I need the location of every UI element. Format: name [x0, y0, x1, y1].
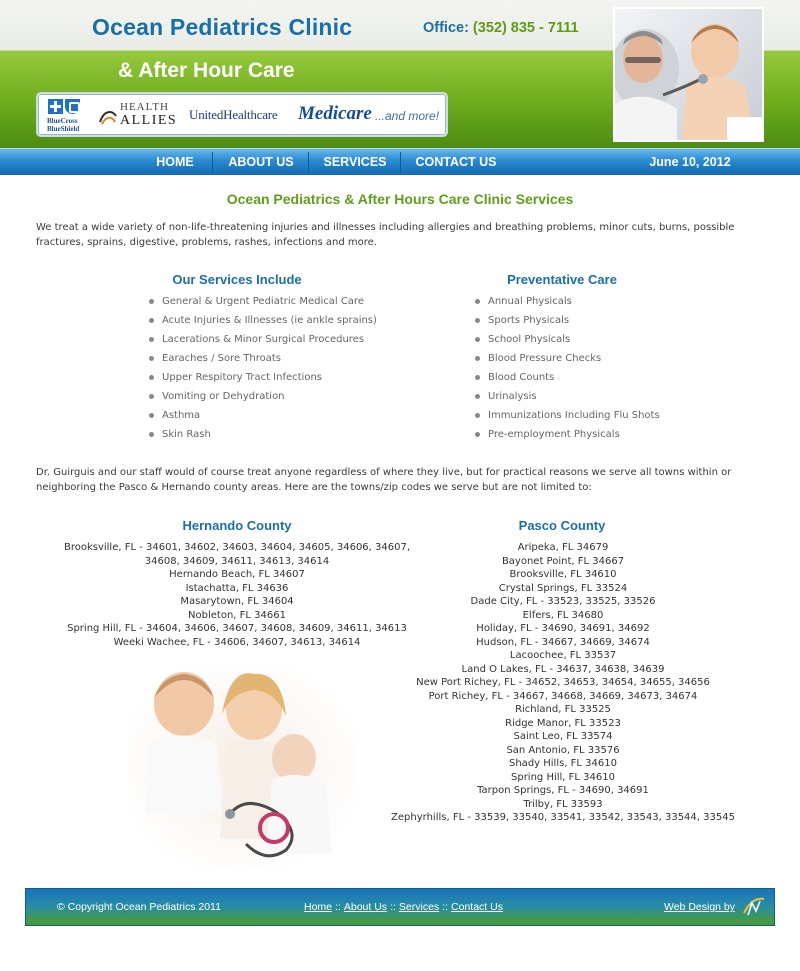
footer-link-services[interactable]: Services	[398, 901, 440, 913]
list-item: School Physicals	[474, 330, 660, 349]
main-nav	[0, 148, 800, 175]
list-item: Dade City, FL - 33523, 33525, 33526	[470, 596, 656, 607]
list-item: Immunizations Including Flu Shots	[474, 406, 660, 425]
list-item: Lacoochee, FL 33537	[509, 650, 617, 661]
site-subtitle: & After Hour Care	[118, 59, 295, 82]
preventative-title: Preventative Care	[507, 272, 617, 287]
towns-paragraph: Dr. Guirguis and our staff would of course treat anyone regardless of where they live, but for practical reasons we serve all towns within or neighboring the Pasco & Hernando county areas. Here are the towns/zip codes we serve but are not limited to:	[36, 467, 732, 493]
services-title: Our Services Include	[172, 272, 302, 287]
list-item: Nobleton, FL 34661	[188, 609, 286, 621]
list-item: Aripeka, FL 34679	[517, 542, 609, 553]
footer-separator: ::	[390, 901, 396, 913]
office-label: Office:	[423, 20, 469, 36]
list-item: Saint Leo, FL 33574	[513, 731, 613, 742]
list-item: Shady Hills, FL 34610	[509, 758, 617, 769]
list-item: Annual Physicals	[474, 292, 660, 311]
site-footer	[25, 888, 775, 926]
list-item: Spring Hill, FL 34610	[511, 771, 615, 783]
footer-link-about-us[interactable]: About Us	[343, 901, 388, 913]
list-item: Vomiting or Dehydration	[148, 387, 377, 406]
list-item: Skin Rash	[148, 425, 377, 444]
copyright: © Copyright Ocean Pediatrics 2011	[57, 901, 221, 913]
footer-link-contact-us[interactable]: Contact Us	[451, 901, 503, 913]
list-item: Masarytown, FL 34604	[180, 596, 294, 607]
services-list	[148, 292, 377, 444]
nav-contact-us[interactable]: CONTACT US	[415, 155, 497, 169]
list-item: Urinalysis	[474, 387, 660, 406]
bcbs-logo	[47, 98, 83, 134]
united-healthcare-logo: UnitedHealthcare	[189, 107, 278, 122]
blue-shield-icon	[65, 99, 80, 114]
bcbs-label: BlueCross BlueShield	[47, 117, 80, 133]
web-designer-logo-icon[interactable]	[742, 895, 766, 917]
current-date: June 10, 2012	[649, 155, 731, 169]
hernando-title: Hernando County	[182, 518, 292, 533]
list-item: Lacerations & Minor Surgical Procedures	[148, 330, 377, 349]
nav-about-us[interactable]: ABOUT US	[228, 155, 294, 169]
list-item: Hernando Beach, FL 34607	[169, 569, 305, 580]
kids-photo	[126, 664, 356, 869]
list-item: Weeki Wachee, FL - 34606, 34607, 34613, 34614	[113, 636, 361, 648]
footer-links	[304, 901, 503, 913]
insurance-logos	[36, 92, 448, 137]
list-item: Blood Pressure Checks	[474, 349, 660, 368]
list-item: Richland, FL 33525	[515, 704, 611, 715]
list-item: Brooksville, FL - 34601, 34602, 34603, 34604, 34605, 34606, 34607,	[63, 542, 411, 553]
page-title: Ocean Pediatrics & After Hours Care Clinic Services	[226, 191, 574, 207]
footer-separator: ::	[442, 901, 449, 913]
nav-services[interactable]: SERVICES	[323, 155, 387, 169]
list-item: Elfers, FL 34680	[522, 609, 604, 621]
nav-separator	[308, 152, 309, 172]
health-allies-swirl-icon	[98, 108, 118, 126]
list-item: Zephyrhills, FL - 33539, 33540, 33541, 33542, 33543, 33544, 33545	[391, 812, 735, 823]
office-number: (352) 835 - 7111	[472, 20, 579, 36]
list-item: Tarpon Springs, FL - 34690, 34691	[477, 785, 649, 796]
list-item: General & Urgent Pediatric Medical Care	[148, 292, 377, 311]
health-allies-top: HEALTH	[120, 101, 169, 113]
list-item: Hudson, FL - 34667, 34669, 34674	[476, 636, 650, 648]
blue-cross-icon	[48, 99, 63, 114]
web-design-link[interactable]: Web Design by	[664, 901, 736, 913]
list-item: Port Richey, FL - 34667, 34668, 34669, 34673, 34674	[428, 690, 698, 702]
pasco-title: Pasco County	[518, 518, 606, 533]
site-title: Ocean Pediatrics Clinic	[92, 14, 353, 40]
list-item: 34608, 34609, 34611, 34613, 34614	[144, 555, 330, 567]
list-item: Upper Respitory Tract Infections	[148, 368, 377, 387]
footer-link-home[interactable]: Home	[304, 901, 333, 913]
nav-home[interactable]: HOME	[156, 155, 194, 169]
doctor-child-illustration	[615, 9, 764, 142]
health-allies-logo	[96, 100, 180, 132]
pasco-towns	[383, 541, 743, 825]
list-item: San Antonio, FL 33576	[506, 744, 620, 756]
list-item: New Port Richey, FL - 34652, 34653, 34654, 34655, 34656	[416, 677, 710, 688]
site-header	[0, 0, 800, 148]
list-item: Brooksville, FL 34610	[509, 569, 617, 580]
health-allies-bottom: ALLIES	[120, 113, 178, 128]
list-item: Earaches / Sore Throats	[148, 349, 377, 368]
list-item: Sports Physicals	[474, 311, 660, 330]
list-item: Spring Hill, FL - 34604, 34606, 34607, 34608, 34609, 34611, 34613	[67, 623, 407, 634]
nav-separator	[400, 152, 401, 172]
list-item: Blood Counts	[474, 368, 660, 387]
children-illustration	[126, 664, 356, 869]
footer-separator: ::	[335, 901, 341, 913]
list-item: Acute Injuries & Illnesses (ie ankle sprains)	[148, 311, 377, 330]
list-item: Crystal Springs, FL 33524	[498, 582, 628, 594]
preventative-list	[474, 292, 660, 444]
nav-separator	[212, 152, 213, 172]
list-item: Land O Lakes, FL - 34637, 34638, 34639	[461, 663, 665, 675]
list-item: Holiday, FL - 34690, 34691, 34692	[476, 623, 650, 634]
list-item: Istachatta, FL 34636	[185, 582, 289, 594]
list-item: Ridge Manor, FL 33523	[505, 717, 621, 729]
list-item: Bayonet Point, FL 34667	[501, 555, 625, 567]
list-item: Trilby, FL 33593	[523, 798, 603, 810]
and-more-label: ...and more!	[375, 109, 440, 123]
list-item: Asthma	[148, 406, 377, 425]
intro-paragraph: We treat a wide variety of non-life-threatening injuries and illnesses including allergies and breathing problems, minor cuts, burns, possible fractures, sprains, digestive, problems, rashes, infections and more.	[36, 222, 735, 248]
doctor-child-photo	[613, 7, 764, 142]
office-phone	[423, 20, 579, 36]
hernando-towns	[57, 541, 417, 649]
list-item: Pre-employment Physicals	[474, 425, 660, 444]
medicare-logo: Medicare	[298, 103, 372, 124]
